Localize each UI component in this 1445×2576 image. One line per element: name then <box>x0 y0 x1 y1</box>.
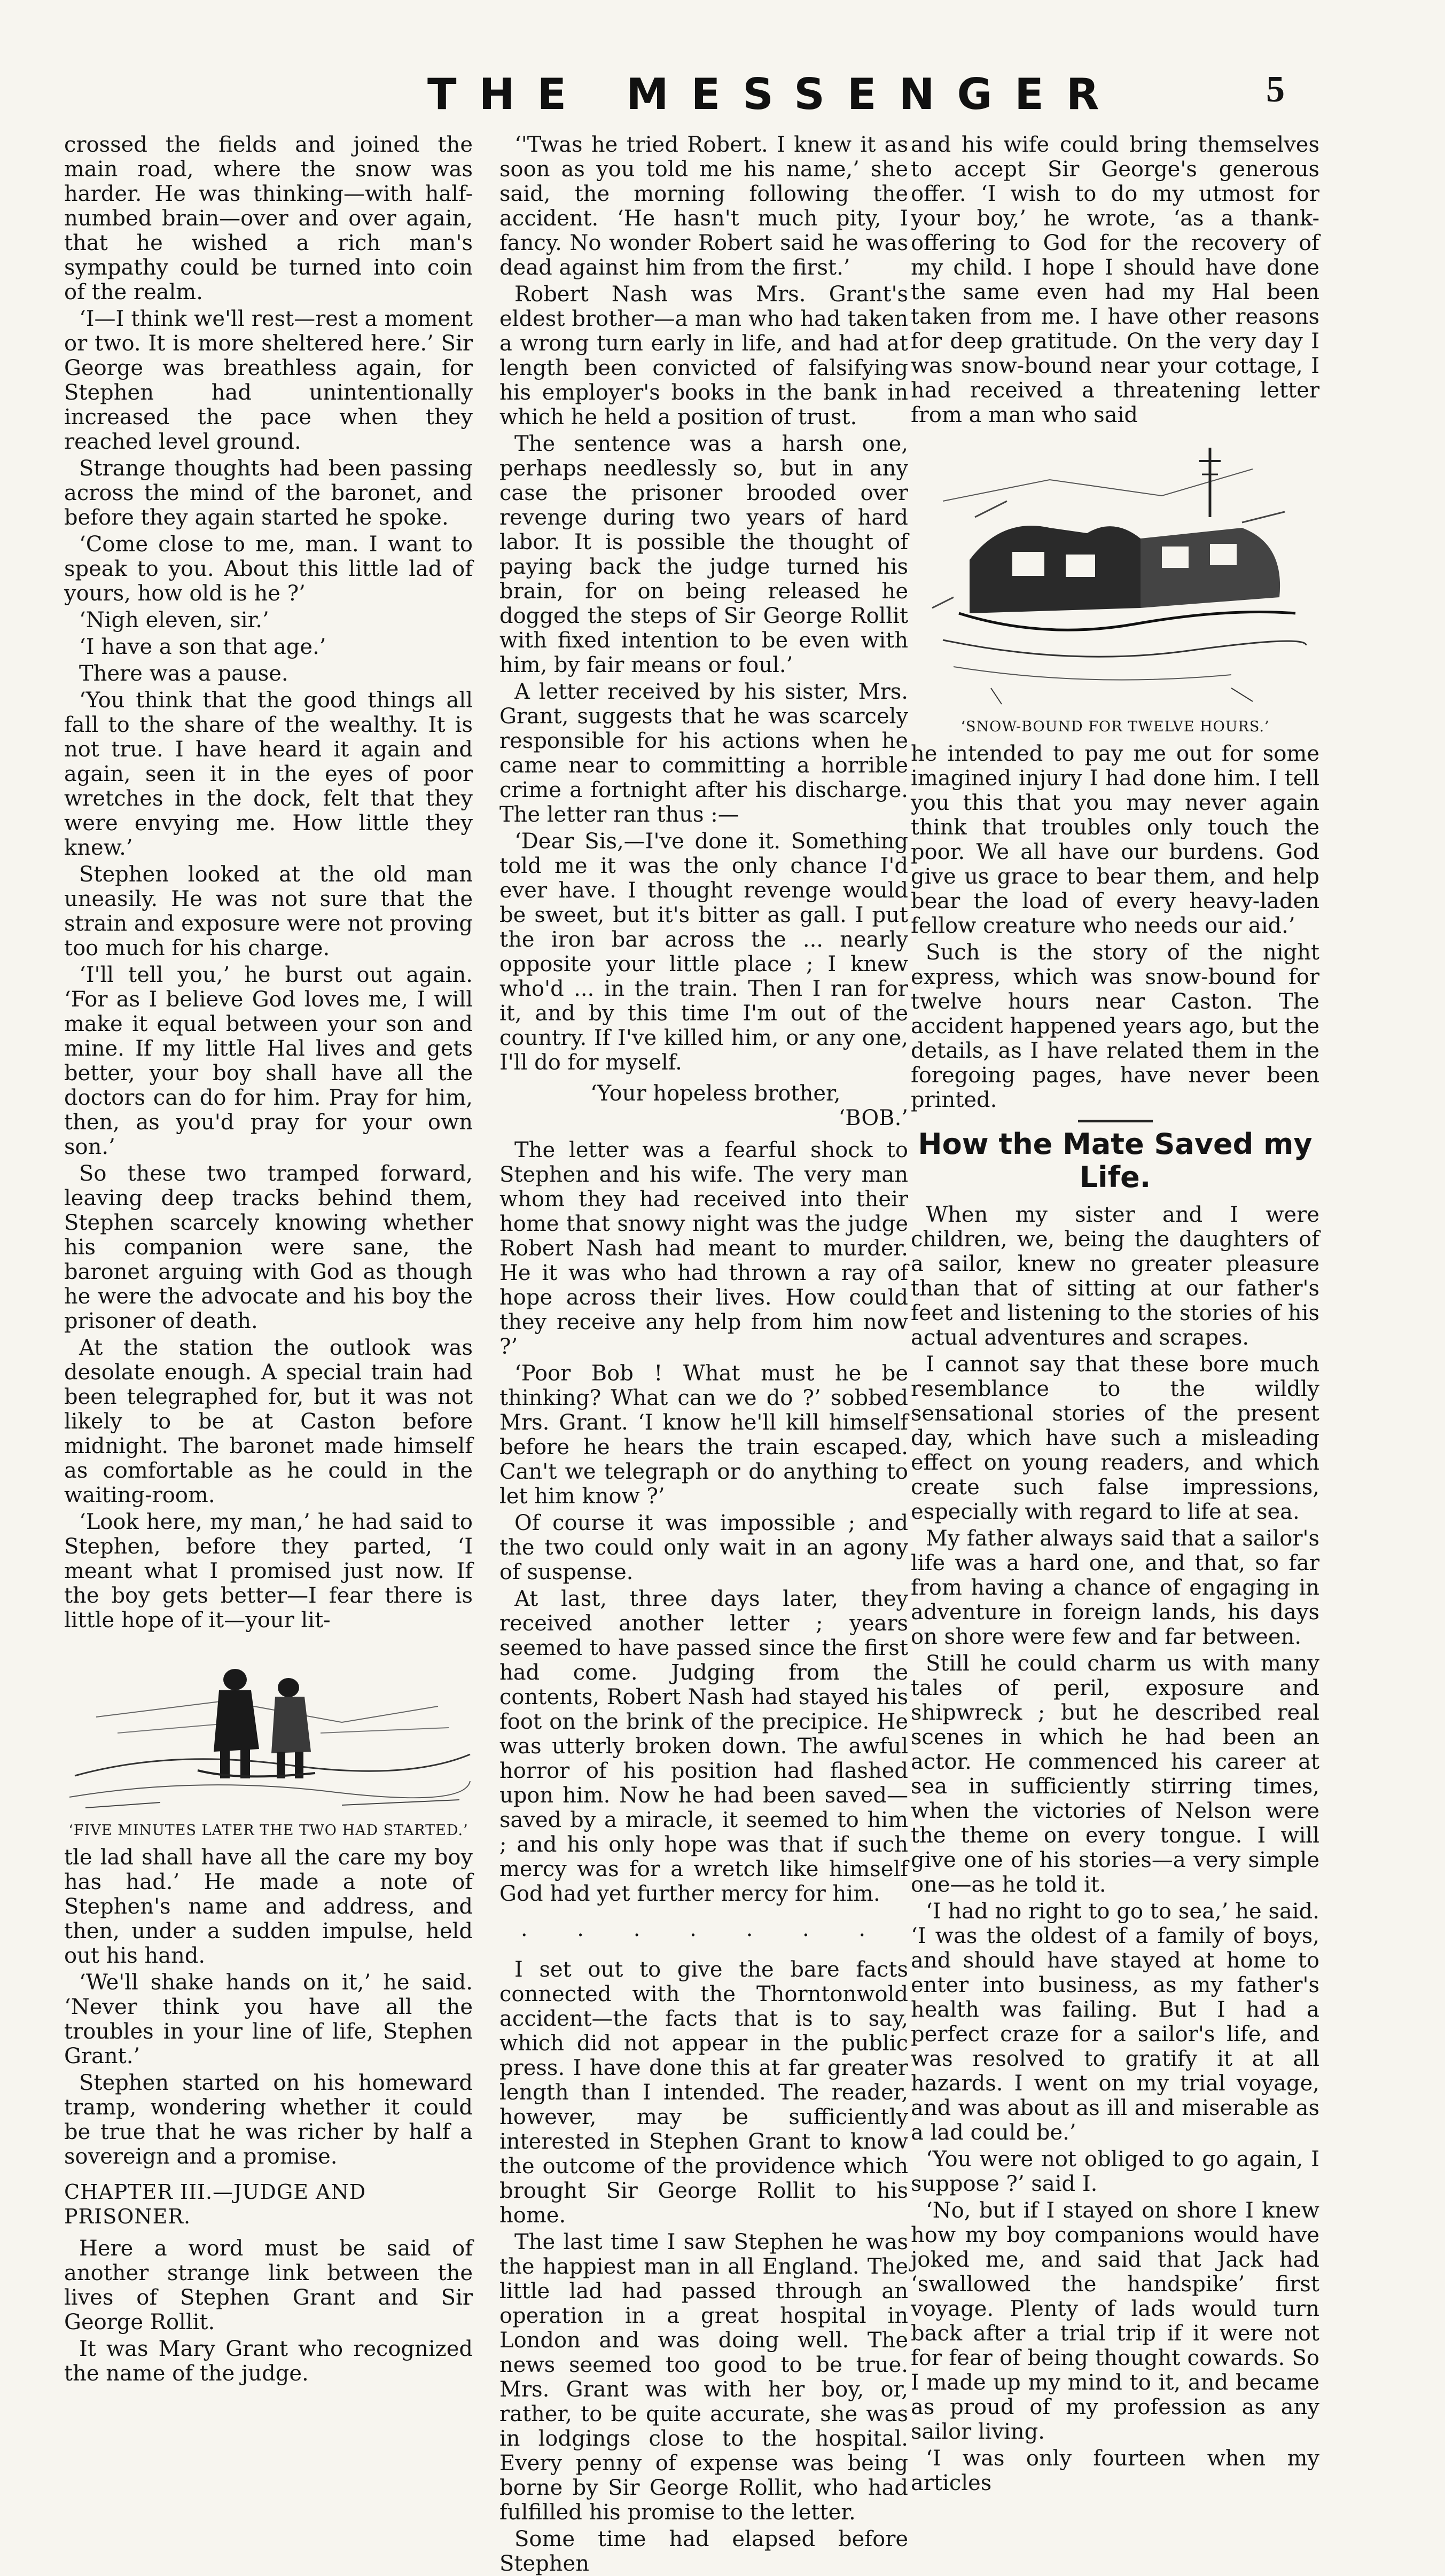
letter-closing: ‘Your hopeless brother, <box>590 1081 841 1106</box>
section-title: How the Mate Saved my Life. <box>918 1127 1313 1194</box>
paragraph: It was Mary Grant who recognized the name of the judge. <box>64 2337 473 2386</box>
paragraph: My father always said that a sailor's life was a hard one, and that, so far from having a chance of engaging in adventure in foreign lands, his days on shore were few and far between. <box>911 1526 1319 1649</box>
paragraph: ‘Poor Bob ! What must he be thinking? What can we do ?’ sobbed Mrs. Grant. ‘I know he'll kill himself before he hears the train escaped. Can't we telegraph or do anything to let him know ?’ <box>499 1361 908 1509</box>
paragraph: Of course it was impossible ; and the two could only wait in an agony of suspense. <box>499 1511 908 1584</box>
paragraph: Stephen started on his homeward tramp, wondering whether it could be true that he was richer by half a sovereign and a promise. <box>64 2071 473 2169</box>
paragraph: ‘I'll tell you,’ he burst out again. ‘For as I believe God loves me, I will make it equal between your son and mine. If my little Hal lives and gets better, your boy shall have all the doctors can do for him. Pray for him, then, as you'd pray for your own son.’ <box>64 963 473 1159</box>
paragraph: ‘You think that the good things all fall to the share of the wealthy. It is not true. I have heard it again and again, seen it in the eyes of poor wretches in the dock, felt that they were envying me. How little they knew.’ <box>64 688 473 860</box>
paragraph: The last time I saw Stephen he was the happiest man in all England. The little lad had passed through an operation in a great hospital in London and was doing well. The news seemed too good to be true. Mrs. Grant was with her boy, or, rather, to be quite accurate, she was in lodgings close to the hospital. Every penny of expense was being borne by Sir George Rollit, who had fulfilled his promise to the letter. <box>499 2230 908 2525</box>
paragraph: Stephen looked at the old man uneasily. He was not sure that the strain and exposure were not proving too much for his charge. <box>64 862 473 961</box>
paragraph: The letter was a fearful shock to Stephen and his wife. The very man whom they had received into their home that snowy night was the judge Robert Nash had meant to murder. He it was who had thrown a ray of hope across their lives. How could they receive any help from him now ?’ <box>499 1138 908 1359</box>
paragraph: When my sister and I were children, we, being the daughters of a sailor, knew no greater pleasure than that of sitting at our father's feet and listening to the stories of his actual adventures and scrapes. <box>911 1203 1319 1350</box>
masthead <box>0 0 1445 128</box>
paragraph: ‘I—I think we'll rest—rest a moment or two. It is more sheltered here.’ Sir George was breathless again, for Stephen had unintentionally increased the pace when they reached level ground. <box>64 307 473 454</box>
paragraph: tle lad shall have all the care my boy has had.’ He made a note of Stephen's name and address, and then, under a sudden impulse, held out his hand. <box>64 1845 473 1968</box>
paragraph: and his wife could bring themselves to accept Sir George's generous offer. ‘I wish to do my utmost for your boy,’ he wrote, ‘as a thank-offering to God for the recovery of my child. I hope I should have done the same even had my Hal been taken from me. I have other reasons for deep gratitude. On the very day I was snow-bound near your cottage, I had received a threatening letter from a man who said <box>911 132 1319 427</box>
paragraph: ‘We'll shake hands on it,’ he said. ‘Never think you have all the troubles in your line of life, Stephen Grant.’ <box>64 1970 473 2068</box>
illustration-two-men-in-snow <box>64 1642 473 1840</box>
paragraph: I cannot say that these bore much resemblance to the wildly sensational stories of the present day, which have such a misleading effect on young readers, and which create such false impressions, especially with regard to life at sea. <box>911 1352 1319 1524</box>
paragraph: ‘I have a son that age.’ <box>79 635 326 659</box>
snowbound-train-illustration <box>911 437 1319 715</box>
paragraph: Here a word must be said of another strange link between the lives of Stephen Grant and Sir George Rollit. <box>64 2236 473 2335</box>
paragraph: ‘I had no right to go to sea,’ he said. ‘I was the oldest of a family of boys, and should have stayed at home to enter into business, as my father's health was failing. But I had a perfect craze for a sailor's life, and was resolved to gratify it at all hazards. I went on my trial voyage, and was about as ill and miserable as a lad could be.’ <box>911 1899 1319 2145</box>
paragraph: Strange thoughts had been passing across the mind of the baronet, and before they again started he spoke. <box>64 456 473 530</box>
figure-caption: ‘FIVE MINUTES LATER THE TWO HAD STARTED.’ <box>68 1822 468 1839</box>
paragraph: he intended to pay me out for some imagined injury I had done him. I tell you this that you may never again think that troubles only touch the poor. We all have our burdens. God give us grace to bear them, and help bear the load of every heavy-laden fellow creature who needs our aid.’ <box>911 741 1319 938</box>
paragraph: At last, three days later, they received another letter ; years seemed to have passed since the first had come. Judging from the contents, Robert Nash had stayed his foot on the brink of the precipice. He was utterly broken down. The awful horror of his position had flashed upon him. Now he had been saved—saved by a miracle, it seemed to him ; and his only hope was that if such mercy was for a wretch like himself God had yet further mercy for him. <box>499 1587 908 1906</box>
paragraph: At the station the outlook was desolate enough. A special train had been telegraphed for, but it was not likely to be at Caston before midnight. The baronet made himself as comfortable as he could in the waiting-room. <box>64 1336 473 1508</box>
paragraph: crossed the fields and joined the main road, where the snow was harder. He was thinking—with half-numbed brain—over and over again, that he wished a rich man's sympathy could be turned into coin of the realm. <box>64 132 473 305</box>
paragraph: ‘I was only fourteen when my articles <box>911 2446 1319 2495</box>
column-2 <box>499 132 908 2576</box>
paragraph: Robert Nash was Mrs. Grant's eldest brother—a man who had taken a wrong turn early in life, and had at length been convicted of falsifying his employer's books in the bank in which he held a position of trust. <box>499 282 908 430</box>
section-divider: . . . . . . . <box>520 1917 887 1941</box>
chapter-heading: CHAPTER III.—JUDGE AND PRISONER. <box>64 2180 366 2228</box>
paragraph: ‘Come close to me, man. I want to speak to you. About this little lad of yours, how old is he ?’ <box>64 532 473 606</box>
paragraph: A letter received by his sister, Mrs. Grant, suggests that he was scarcely responsible for his actions when he came near to committing a horrible crime a fortnight after his discharge. The letter ran thus :— <box>499 680 908 827</box>
two-men-walking-illustration <box>64 1642 473 1818</box>
paragraph: Still he could charm us with many tales of peril, exposure and shipwreck ; but he described real scenes in which he had been an actor. He commenced his career at sea in sufficiently stirring times, when the victories of Nelson were the theme on every tongue. I will give one of his stories—a very simple one—as he told it. <box>911 1651 1319 1897</box>
paragraph: I set out to give the bare facts connected with the Thorntonwold accident—the facts that is to say, which did not appear in the public press. I have done this at far greater length than I intended. The reader, however, may be sufficiently interested in Stephen Grant to know the outcome of the providence which brought Sir George Rollit to his home. <box>499 1957 908 2228</box>
paragraph: ‘Look here, my man,’ he had said to Stephen, before they parted, ‘I meant what I promised just now. If the boy gets better—I fear there is little hope of it—your lit- <box>64 1510 473 1633</box>
column-3 <box>911 132 1319 2495</box>
paragraph: ‘No, but if I stayed on shore I knew how my boy companions would have joked me, and said that Jack had ‘swallowed the handspike’ first voyage. Plenty of lads would turn back after a trial trip if it were not for fear of being thought cowards. So I made up my mind to it, and became as proud of my profession as any sailor living. <box>911 2198 1319 2444</box>
paragraph: ‘Nigh eleven, sir.’ <box>79 608 269 633</box>
paragraph: ‘'Twas he tried Robert. I knew it as soon as you told me his name,’ she said, the morning following the accident. ‘He hasn't much pity, I fancy. No wonder Robert said he was dead against him from the first.’ <box>499 132 908 280</box>
illustration-snowbound-train <box>911 437 1319 736</box>
paragraph: ‘You were not obliged to go again, I suppose ?’ said I. <box>911 2147 1319 2196</box>
letter-signature: ‘BOB.’ <box>838 1106 908 1130</box>
paragraph: There was a pause. <box>79 661 288 686</box>
paragraph: The sentence was a harsh one, perhaps needlessly so, but in any case the prisoner brooded over revenge during two years of hard labor. It is possible the thought of paying back the judge turned his brain, for on being released he dogged the steps of Sir George Rollit with fixed intention to be even with him, by fair means or foul.’ <box>499 432 908 677</box>
masthead-title: THE MESSENGER <box>427 69 1122 119</box>
paragraph: Some time had elapsed before Stephen <box>499 2527 908 2576</box>
paragraph: So these two tramped forward, leaving deep tracks behind them, Stephen scarcely knowing whether his companion were sane, the baronet arguing with God as though he were the advocate and his boy the prisoner of death. <box>64 1161 473 1333</box>
section-rule <box>1078 1120 1153 1122</box>
paragraph: Such is the story of the night express, which was snow-bound for twelve hours near Caston. The accident happened years ago, but the details, as I have related them in the foregoing pages, have never been printed. <box>911 940 1319 1112</box>
column-1 <box>64 132 473 2386</box>
page-number: 5 <box>1266 69 1285 110</box>
letter-text: ‘Dear Sis,—I've done it. Something told me it was the only chance I'd ever have. I thought revenge would be sweet, but it's bitter as gall. I put the iron bar across the ... nearly opposite your little place ; I knew who'd ... in the train. Then I ran for it, and by this time I'm out of the country. If I've killed him, or any one, I'll do for myself. <box>499 829 908 1075</box>
figure-caption: ‘SNOW-BOUND FOR TWELVE HOURS.’ <box>960 719 1270 735</box>
